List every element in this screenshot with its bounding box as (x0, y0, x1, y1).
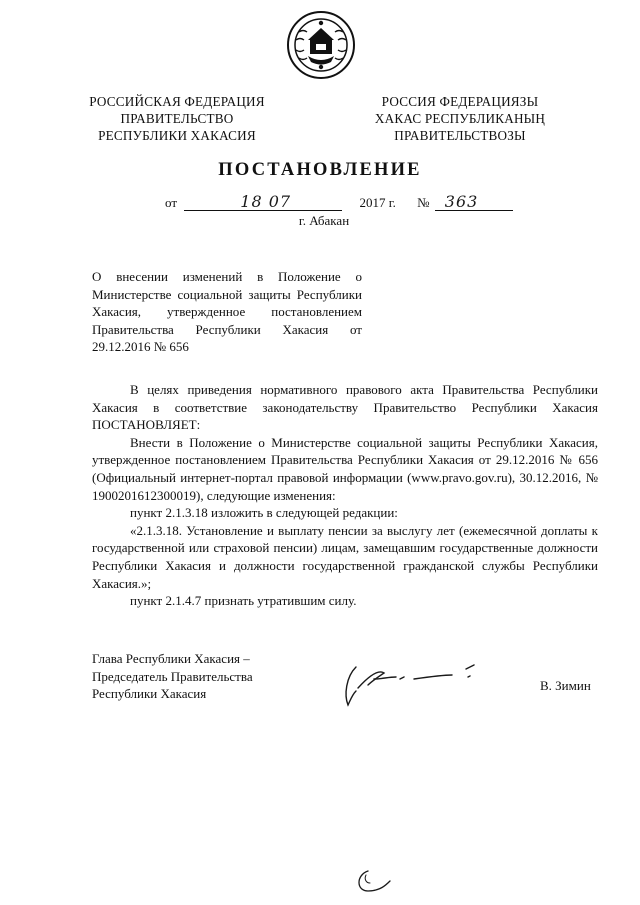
number-label: № (417, 195, 430, 210)
signatory-line: Глава Республики Хакасия – (92, 651, 250, 666)
header-right (370, 93, 550, 144)
header-right-line: ПРАВИТЕЛЬСТВОЗЫ (394, 128, 526, 143)
body-paragraph: пункт 2.1.3.18 изложить в следующей редакции: (130, 505, 398, 521)
date-field (184, 192, 342, 211)
signatory-line: Председатель Правительства (92, 668, 253, 684)
body-paragraph: пункт 2.1.4.7 признать утратившим силу. (130, 593, 357, 609)
handwritten-date: 18 07 (240, 192, 292, 211)
handwritten-number: 363 (444, 192, 479, 211)
subject-text: О внесении изменений в Положение о Министерстве социальной защиты Республики Хакасия, утвержденное постановлением Правительства Республики Хакасия от 29.12.2016 № 656 (92, 269, 362, 354)
header-right-line: РОССИЯ ФЕДЕРАЦИЯЗЫ (381, 94, 539, 109)
signatory-position (92, 650, 292, 703)
date-year: 2017 г. (359, 195, 396, 210)
header-left-line: РЕСПУБЛИКИ ХАКАСИЯ (98, 128, 256, 143)
signatory-line: Республики Хакасия (92, 686, 207, 701)
coat-of-arms-icon (286, 10, 356, 80)
date-line (165, 192, 513, 213)
body-paragraph: В целях приведения нормативного правового акта Правительства Республики Хакасия в соответствие законодательству Правительство Республики Хакасия ПОСТАНОВЛЯЕТ: (92, 382, 598, 433)
body-paragraph: Внести в Положение о Министерстве социальной защиты Республики Хакасия, утвержденное постановлением Правительства Республики Хакасия от 29.12.2016 № 656 (Официальный интернет-портал правовой информации (www.pravo.gov.ru), 30.12.2016, № 1900201612300019), следующие изменения: (92, 434, 598, 503)
number-field (435, 192, 513, 211)
body-paragraph: «2.1.3.18. Установление и выплату пенсии за выслугу лет (ежемесячной доплаты к государственной или страховой пенсии) лицам, замещавшим государственные должности Республики Хакасия и должности государственной гражданской службы Республики Хакасия.»; (92, 522, 598, 591)
header-right-line: ХАКАС РЕСПУБЛИКАНЫҢ (374, 111, 546, 126)
subject-block (92, 268, 362, 356)
header-left-line: ПРАВИТЕЛЬСТВО (120, 111, 234, 126)
body-text (92, 381, 598, 610)
handwritten-signature (338, 655, 488, 710)
handwritten-mark (350, 865, 400, 897)
city: г. Абакан (298, 213, 350, 228)
header-left (82, 93, 272, 144)
signatory-name: В. Зимин (540, 678, 591, 693)
document-title: ПОСТАНОВЛЕНИЕ (218, 160, 422, 180)
header-left-line: РОССИЙСКАЯ ФЕДЕРАЦИЯ (89, 94, 265, 109)
date-prefix: от (165, 195, 178, 210)
